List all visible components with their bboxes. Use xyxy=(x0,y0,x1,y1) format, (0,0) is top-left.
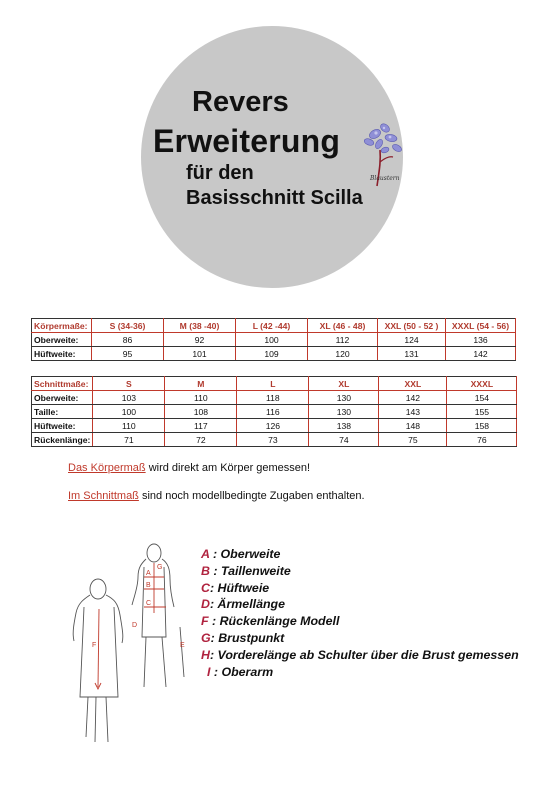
table-cell: L (42 -44) xyxy=(236,319,308,333)
table-cell: 142 xyxy=(446,347,516,361)
table-cell: XL (46 - 48) xyxy=(308,319,378,333)
legend-key: B xyxy=(201,563,210,578)
table-cell: S (34-36) xyxy=(92,319,164,333)
table-cell: 109 xyxy=(236,347,308,361)
table-cell: Oberweite: xyxy=(32,333,92,347)
legend-text: : Oberarm xyxy=(210,664,274,679)
table-cell: Rückenlänge: xyxy=(32,433,93,447)
legend-text: : Hüftweie xyxy=(209,580,270,595)
legend-text: : Oberweite xyxy=(209,547,281,561)
legend-key: H xyxy=(201,647,210,662)
table-row xyxy=(32,347,516,361)
legend-text: : Brustpunkt xyxy=(210,630,285,645)
table-cell: 103 xyxy=(93,391,165,405)
table-cell: XXL xyxy=(379,377,447,391)
table-cell: 126 xyxy=(237,419,309,433)
table-cell: 120 xyxy=(308,347,378,361)
table-cell: 110 xyxy=(93,419,165,433)
table-row xyxy=(32,391,517,405)
table-cell: 112 xyxy=(308,333,378,347)
table-cell: 131 xyxy=(378,347,446,361)
table-cell: Körpermaße: xyxy=(32,319,92,333)
table-row xyxy=(32,433,517,447)
body-measurements-table xyxy=(31,318,516,361)
legend-key: A xyxy=(201,547,210,561)
table-row xyxy=(32,405,517,419)
note-pattern-measure-highlight: Im Schnittmaß xyxy=(68,490,139,502)
figure-letter: D xyxy=(132,622,138,629)
legend-key: D xyxy=(201,597,210,612)
legend-item xyxy=(201,581,519,598)
table-cell: M xyxy=(165,377,237,391)
table-cell: 100 xyxy=(236,333,308,347)
legend-item xyxy=(201,564,519,581)
measurement-legend xyxy=(201,547,519,681)
table-cell: 116 xyxy=(237,405,309,419)
table-cell: M (38 -40) xyxy=(164,319,236,333)
table-cell: 136 xyxy=(446,333,516,347)
figure-letter: B xyxy=(146,582,151,589)
legend-text: : Ärmellänge xyxy=(209,597,286,612)
legend-text: : Rückenlänge Modell xyxy=(208,614,340,629)
table-cell: 74 xyxy=(309,433,379,447)
table-cell: 118 xyxy=(237,391,309,405)
table-cell: 130 xyxy=(309,405,379,419)
table-cell: 92 xyxy=(164,333,236,347)
legend-item xyxy=(201,648,519,665)
table-row xyxy=(32,419,517,433)
legend-key: I xyxy=(207,664,211,679)
legend-key: F xyxy=(201,614,209,629)
table-cell: 72 xyxy=(165,433,237,447)
table-cell: 108 xyxy=(165,405,237,419)
legend-key: G xyxy=(201,630,211,645)
title-line-3: für den xyxy=(186,162,254,184)
legend-key: C xyxy=(201,580,210,595)
note-pattern-measure-text: sind noch modellbedingte Zugaben enthalten. xyxy=(138,490,365,502)
table-cell: 95 xyxy=(92,347,164,361)
table-cell: Hüftweite: xyxy=(32,419,93,433)
table-cell: 110 xyxy=(165,391,237,405)
note-pattern-measure xyxy=(68,490,365,502)
table-cell: 75 xyxy=(379,433,447,447)
table-cell: 117 xyxy=(165,419,237,433)
table-cell: 86 xyxy=(92,333,164,347)
legend-text: : Vorderelänge ab Schulter über die Brust gemessen xyxy=(209,647,519,662)
figure-letter: E xyxy=(180,642,185,649)
table-cell: Oberweite: xyxy=(32,391,93,405)
table-header-row xyxy=(32,319,516,333)
table-cell: 100 xyxy=(93,405,165,419)
table-header-row xyxy=(32,377,517,391)
title-line-1: Revers xyxy=(192,86,289,118)
table-cell: Taille: xyxy=(32,405,93,419)
table-cell: XXXL (54 - 56) xyxy=(446,319,516,333)
table-cell: 155 xyxy=(447,405,517,419)
table-cell: 130 xyxy=(309,391,379,405)
figure-letter: C xyxy=(146,600,152,607)
table-cell: 158 xyxy=(447,419,517,433)
figure-letter: A xyxy=(146,570,151,577)
legend-item xyxy=(201,665,519,682)
table-row xyxy=(32,333,516,347)
figure-letter: F xyxy=(92,642,97,649)
legend-text: : Taillenweite xyxy=(209,563,291,578)
measurement-figure-illustration xyxy=(62,537,192,747)
table-cell: 138 xyxy=(309,419,379,433)
table-cell: XL xyxy=(309,377,379,391)
table-cell: 148 xyxy=(379,419,447,433)
legend-item xyxy=(201,597,519,614)
table-cell: Schnittmaße: xyxy=(32,377,93,391)
table-cell: Hüftweite: xyxy=(32,347,92,361)
table-cell: 124 xyxy=(378,333,446,347)
table-cell: XXXL xyxy=(447,377,517,391)
table-cell: 154 xyxy=(447,391,517,405)
note-body-measure-highlight: Das Körpermaß xyxy=(68,462,146,474)
table-cell: XXL (50 - 52 ) xyxy=(378,319,446,333)
note-body-measure-text: wird direkt am Körper gemessen! xyxy=(145,462,311,474)
table-cell: 73 xyxy=(237,433,309,447)
title-line-2: Erweiterung xyxy=(153,123,341,159)
figure-letter: G xyxy=(157,564,163,571)
table-cell: S xyxy=(93,377,165,391)
table-cell: 71 xyxy=(93,433,165,447)
table-cell: 76 xyxy=(447,433,517,447)
table-cell: 142 xyxy=(379,391,447,405)
legend-item xyxy=(201,614,519,631)
title-line-4: Basisschnitt Scilla xyxy=(186,187,363,209)
pattern-measurements-table xyxy=(31,376,517,447)
note-body-measure xyxy=(68,462,310,474)
legend-item xyxy=(201,547,519,564)
logo-signature: Blaustern xyxy=(370,175,400,182)
table-cell: L xyxy=(237,377,309,391)
legend-item xyxy=(201,631,519,648)
table-cell: 101 xyxy=(164,347,236,361)
table-cell: 143 xyxy=(379,405,447,419)
